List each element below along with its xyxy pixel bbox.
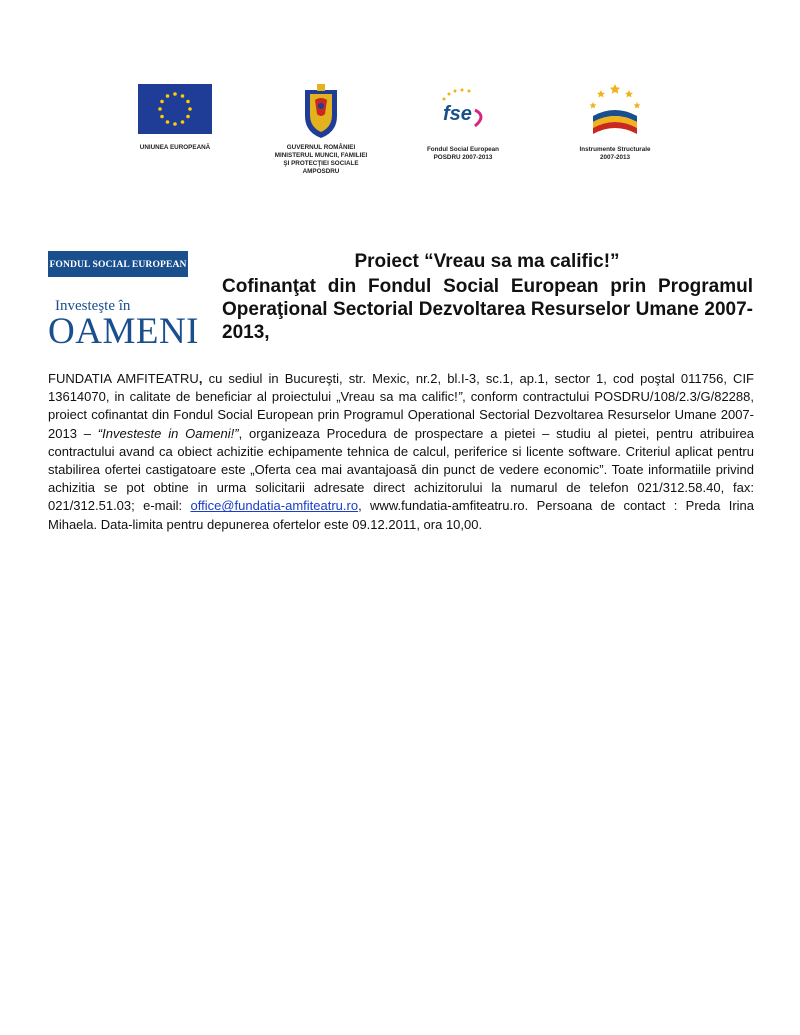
fse-caption-1: Fondul Social European — [426, 146, 500, 153]
gov-logo-block — [262, 82, 380, 176]
gov-caption-4: AMPOSDRU — [302, 168, 340, 175]
fse-logo-icon — [435, 86, 491, 136]
program-slogan: “Investeste in Oameni!” — [97, 425, 239, 441]
fse-caption-2: POSDRU 2007-2013 — [433, 154, 493, 161]
body-part-4: , www.fundatia-amfiteatru.ro. Persoana de contact : Preda Irina Mihaela. Data-limita pentru depunerea ofertelor este 09.12.2011, ora 10,00. — [48, 498, 754, 532]
email-link[interactable]: office@fundatia-amfiteatru.ro — [190, 498, 359, 514]
cofinancing-title: Cofinanţat din Fondul Social European prin Programul Operaţional Sectorial Dezvoltarea Resurselor Umane 2007- 2013, — [222, 276, 753, 343]
body-part-3: , organizeaza Procedura de prospectare a pietei – studiu al pietei, pentru atribuirea contractului avand ca obiect achizitie echipamente tehnica de calcul, periferice si licente software. Criteriul aplicat pentru stabilirea ofertei castigatoare este „Oferta cea mai avantajoasă din punct de vedere economic”. Toate informatiile privind achizitia se pot obtine in urma solicitarii adresate direct achizitorului la numarul de telefon 021/312.58.40, fax: 021/312.51.03; e-mail: — [48, 425, 755, 514]
fse-banner: FONDUL SOCIAL EUROPEAN — [48, 251, 188, 277]
eu-logo-block — [112, 80, 238, 152]
investeste-in-text: Investeşte în — [55, 298, 131, 314]
gov-caption-1: GUVERNUL ROMÂNIEI — [286, 144, 356, 151]
is-logo-block — [560, 80, 670, 162]
romania-crest-icon — [301, 82, 341, 140]
fse-logo-block — [408, 80, 518, 162]
org-comma: , — [198, 371, 203, 386]
body-part-2: , conform contractului POSDRU/108/2.3/G/82288, proiect cofinantat din Fondul Social European prin Programul Operational Sectorial Dezvoltarea Resurselor Umane 2007-2013 – — [48, 389, 754, 441]
gov-caption-2: MINISTERUL MUNCII, FAMILIEI — [274, 152, 368, 159]
eu-caption: UNIUNEA EUROPEANĂ — [139, 144, 211, 151]
project-title: Proiect “Vreau sa ma calific!” — [354, 251, 620, 272]
fse-mark-text: fse — [443, 103, 472, 125]
is-caption-2: 2007-2013 — [599, 154, 631, 161]
oameni-text: OAMENI — [48, 311, 199, 352]
gov-caption-3: ŞI PROTECŢIEI SOCIALE — [283, 160, 359, 167]
eu-flag-icon — [138, 84, 212, 134]
org-name: FUNDATIA AMFITEATRU — [48, 371, 199, 386]
quote-close: ” — [457, 389, 463, 405]
is-caption-1: Instrumente Structurale — [579, 146, 651, 153]
body-part-1: cu sediul in Bucureşti, str. Mexic, nr.2, bl.I-3, sc.1, ap.1, sector 1, cod poştal 011756, CIF 13614070, in calitate de beneficiar al proiectului „Vreau sa ma calific! — [48, 371, 754, 405]
instrumente-structurale-icon — [587, 82, 643, 138]
announcement-paragraph — [48, 370, 754, 534]
